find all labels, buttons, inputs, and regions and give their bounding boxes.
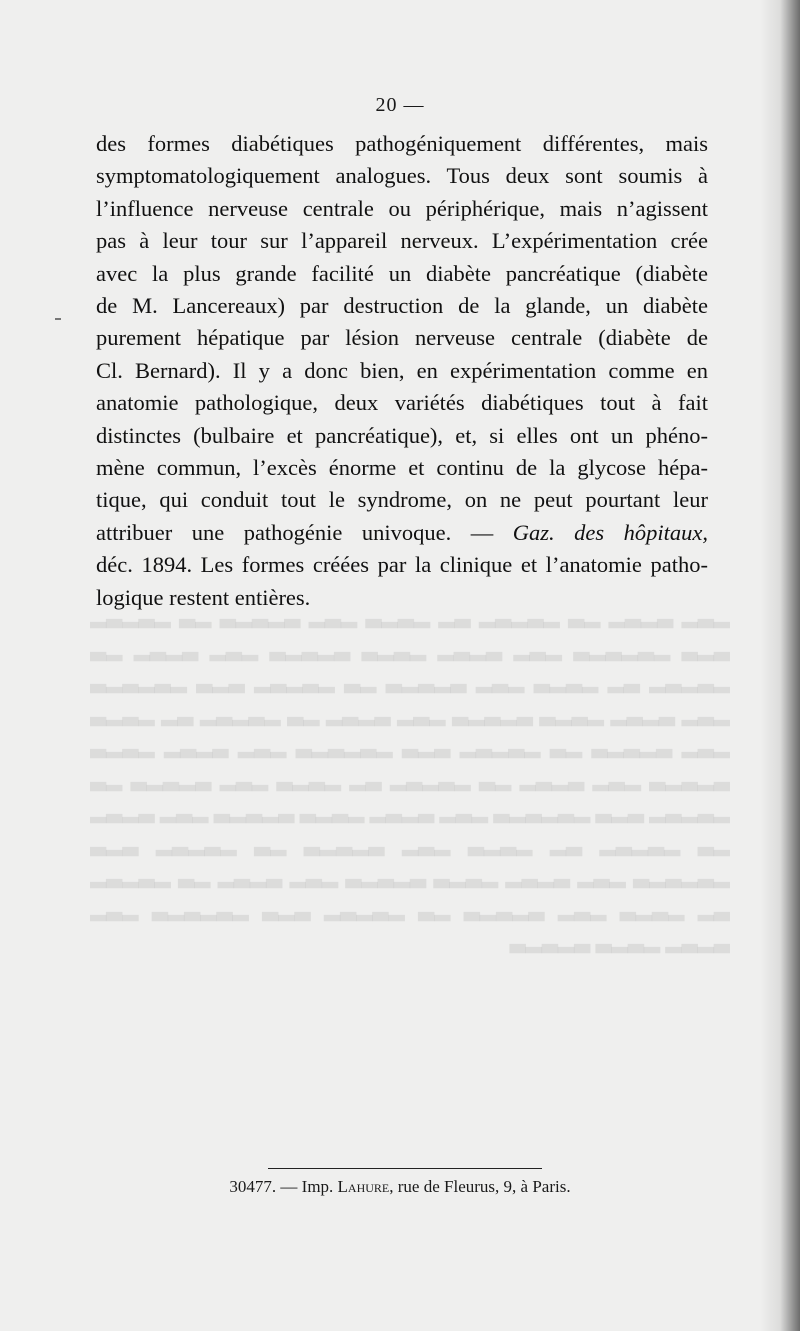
text-line-with-citation: [96, 517, 708, 549]
text-line: avec la plus grande facilité un diabète pancréatique (diabète: [96, 260, 708, 286]
printer-imprint: [0, 1177, 800, 1197]
text-line: Cl. Bernard). Il y a donc bien, en expérimentation comme en: [96, 357, 708, 383]
imprint-prefix: 30477. — Imp.: [229, 1177, 334, 1196]
page-number: 20 —: [375, 94, 425, 116]
journal-citation: Gaz. des hôpitaux,: [512, 519, 708, 545]
text-fragment: attribuer une pathogénie univoque. —: [96, 519, 494, 545]
text-line: déc. 1894. Les formes créées par la clinique et l’anatomie patho-: [96, 552, 708, 578]
text-line: pas à leur tour sur l’appareil nerveux. L’expérimentation crée: [96, 228, 708, 254]
body-paragraph: [96, 128, 708, 614]
footer-rule: [268, 1168, 542, 1169]
text-line: purement hépatique par lésion nerveuse centrale (diabète de: [96, 325, 708, 351]
text-line: de M. Lancereaux) par destruction de la glande, un diabète: [96, 293, 708, 319]
text-line: tique, qui conduit tout le syndrome, on ne peut pourtant leur: [96, 487, 708, 513]
text-line: distinctes (bulbaire et pancréatique), et, si elles ont un phéno-: [96, 422, 708, 448]
text-line: des formes diabétiques pathogéniquement différentes, mais: [96, 131, 708, 156]
text-line: l’influence nerveuse centrale ou périphérique, mais n’agissent: [96, 195, 708, 221]
text-line: anatomie pathologique, deux variétés diabétiques tout à fait: [96, 390, 708, 416]
bleed-through-texture: ▂▃▂ ▃▂▃▂ ▂▃ ▂▃▂▃▂ ▃▂ ▂▃▂▃ ▂▃▂ ▃▂▃▂▃ ▂▃ ▂▃▂▃▂ ▃▂▃ ▂▃▂▃▂▃ ▂▃▂ ▃▂▃▂ ▂▃▂▃ ▃▂▃▂▃ ▂▃▂ ▃▂▃▂ ▂▃ ▂▃▂▃▂ ▃▂ ▂▃▂▃ ▂▃▂ ▃▂▃▂▃ ▂▃ ▂▃▂▃▂ ▃▂▃ ▂▃▂▃▂▃ ▂▃▂ ▃▂▃▂ ▂▃▂▃ ▃▂▃▂▃ ▂▃▂ ▃▂▃▂ ▂▃ ▂▃▂▃▂ ▃▂ ▂▃▂▃ ▂▃▂ ▃▂▃▂▃ ▂▃ ▂▃▂▃▂ ▃▂▃ ▂▃▂▃▂▃ ▂▃▂ ▃▂▃▂ ▂▃▂▃ ▃▂▃▂▃ ▂▃▂ ▃▂▃▂ ▂▃ ▂▃▂▃▂ ▃▂ ▂▃▂▃ ▂▃▂ ▃▂▃▂▃ ▂▃ ▂▃▂▃▂ ▃▂▃ ▂▃▂▃▂▃ ▂▃▂ ▃▂▃▂ ▂▃▂▃ ▃▂▃▂▃ ▂▃▂ ▃▂▃▂ ▂▃ ▂▃▂▃▂ ▃▂ ▂▃▂▃ ▂▃▂ ▃▂▃▂▃ ▂▃ ▂▃▂▃▂ ▃▂▃ ▂▃▂▃▂▃ ▂▃▂ ▃▂▃▂ ▂▃▂▃ ▃▂▃▂▃ ▂▃▂ ▃▂▃▂ ▂▃ ▂▃▂▃▂ ▃▂ ▂▃▂▃ ▂▃▂ ▃▂▃▂▃ ▂▃ ▂▃▂▃▂ ▃▂▃ ▂▃▂▃▂▃ ▂▃▂ ▃▂▃▂ ▂▃▂▃ ▃▂▃▂▃: [90, 604, 730, 953]
imprint-suffix: , rue de Fleurus, 9, à Paris.: [389, 1177, 571, 1196]
margin-dash-mark: [55, 318, 61, 320]
printer-name: Lahure: [337, 1177, 390, 1196]
text-line: mène commun, l’excès énorme et continu de la glycose hépa-: [96, 455, 708, 481]
text-line: symptomatologiquement analogues. Tous deux sont soumis à: [96, 163, 708, 189]
text-line: logique restent entières.: [96, 584, 311, 610]
